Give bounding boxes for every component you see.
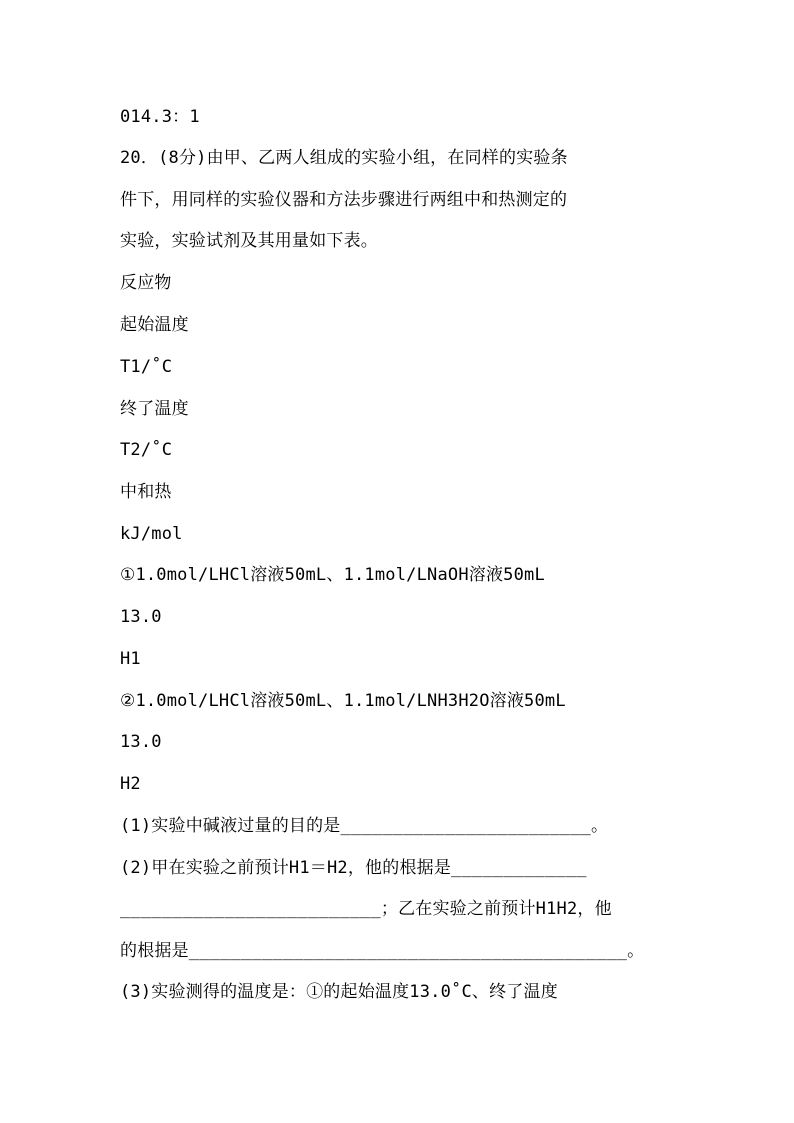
table-header-heat-unit: kJ/mol: [120, 524, 183, 544]
table-header-heat: 中和热: [120, 482, 172, 502]
table-row-2-reagents: ②1.0mol/LHCl溶液50mL、1.1mol/LNH3H2O溶液50mL: [120, 691, 566, 711]
sub-question-1: (1)实验中碱液过量的目的是________________________。: [120, 816, 609, 836]
table-row-1-reagents: ①1.0mol/LHCl溶液50mL、1.1mol/LNaOH溶液50mL: [120, 565, 545, 585]
table-header-t2-unit: T2/˚C: [120, 440, 173, 460]
text-line-1: 014.3：1: [120, 107, 200, 127]
table-header-end-temp: 终了温度: [120, 399, 189, 419]
table-row-2-heat: H2: [120, 774, 141, 794]
table-header-t1-unit: T1/˚C: [120, 357, 173, 377]
question-20-line-2: 件下，用同样的实验仪器和方法步骤进行两组中和热测定的: [120, 190, 568, 210]
sub-question-2-line-1: (2)甲在实验之前预计H1＝H2，他的根据是_____________: [120, 858, 587, 878]
question-20-line-3: 实验，实验试剂及其用量如下表。: [120, 231, 378, 251]
table-header-start-temp: 起始温度: [120, 315, 189, 335]
table-row-2-start-temp: 13.0: [120, 732, 162, 752]
sub-question-3-line-1: (3)实验测得的温度是：①的起始温度13.0˚C、终了温度: [120, 982, 558, 1002]
question-20-line-1: 20．(8分)由甲、乙两人组成的实验小组，在同样的实验条: [120, 148, 568, 168]
table-row-1-start-temp: 13.0: [120, 607, 162, 627]
sub-question-2-line-3: 的根据是__________________________________________。: [120, 941, 645, 961]
sub-question-2-line-2: _________________________；乙在实验之前预计H1H2，他: [120, 899, 612, 919]
table-row-1-heat: H1: [120, 649, 141, 669]
table-header-reactants: 反应物: [120, 273, 172, 293]
